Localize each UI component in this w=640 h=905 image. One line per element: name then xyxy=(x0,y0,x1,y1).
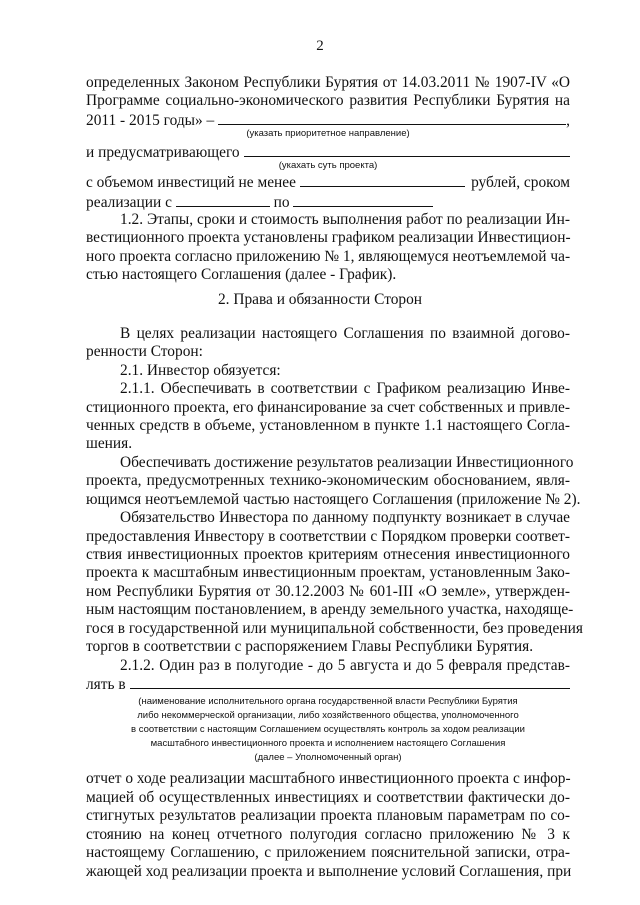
intro-line-5 xyxy=(86,173,570,192)
para-1-2-line: 1.2. Этапы, сроки и стоимость выполнения работ по реализации Ин- xyxy=(120,211,570,228)
para-1-2-line: вестиционного проекта установлены графиком реализации Инвестицион- xyxy=(86,229,571,246)
para-obligation-line: проекта к масштабным инвестиционным проектам, установленным Зако- xyxy=(86,564,570,581)
caption-essence: (укахать суть проекта) xyxy=(278,160,378,171)
para-results-line: ющимся неотъемлемой частью настоящего Соглашения (приложение № 2). xyxy=(86,491,581,508)
para-1-2-line: ного проекта согласно приложению № 1, являющемуся неотъемлемой ча- xyxy=(86,248,571,265)
para-report-line: жающей ход реализации проекта и выполнение условий Соглашения, при xyxy=(86,863,572,880)
authority-note-line: в соответствии с настоящим Соглашением осуществлять контроль за ходом реализации xyxy=(131,724,525,735)
intro-line-6 xyxy=(86,192,570,212)
intro-line-5-suffix: рублей, сроком xyxy=(471,174,570,191)
para-2-1-1-line: стиционного проекта, его финансирование за счет собственных и привле- xyxy=(86,399,570,416)
intro-line-6-mid: по xyxy=(273,194,290,211)
para-report-line: настоящему Соглашению, с приложением пояснительной записки, отра- xyxy=(86,844,570,861)
authority-note-line: либо некоммерческой организации, либо хозяйственного общества, уполномоченного xyxy=(137,710,519,721)
end-date-blank xyxy=(293,192,433,207)
caption-priority: (указать приоритетное направление) xyxy=(246,128,410,139)
para-goals-line: ренности Сторон: xyxy=(86,343,203,360)
start-date-blank xyxy=(176,192,270,207)
para-1-2-line: стью настоящего Соглашения (далее - График). xyxy=(86,266,397,283)
para-2-1-2-line-2 xyxy=(86,675,570,694)
para-obligation-line: торгов в соответствии с распоряжением Главы Республики Бурятия. xyxy=(86,638,534,655)
para-obligation-line: предоставления Инвестору в соответствии с Порядком проверки соответ- xyxy=(86,528,570,545)
intro-line-2: Программе социально-экономического развития Республики Бурятия на xyxy=(86,92,570,109)
authority-note-line: (далее – Уполномоченный орган) xyxy=(254,752,402,763)
intro-line-6-prefix: реализации с xyxy=(86,194,172,211)
para-2-1: 2.1. Инвестор обязуется: xyxy=(120,362,281,379)
para-report-line: отчет о ходе реализации масштабного инвестиционного проекта с инфор- xyxy=(86,770,571,787)
authority-blank xyxy=(130,675,570,689)
para-obligation-line: гося в государственной или муниципальной собственности, без проведения xyxy=(86,620,583,637)
authority-note-line: масштабного инвестиционного проекта и исполнением настоящего Соглашения xyxy=(150,738,506,749)
intro-line-4-text: и предусматривающего xyxy=(86,144,240,161)
priority-blank xyxy=(218,111,566,125)
intro-line-3: 2011 - 2015 годы» – , xyxy=(86,112,570,129)
para-results-line: проекта, предусмотренных технико-экономическим обоснованием, явля- xyxy=(86,472,570,489)
para-report-line: стигнутых результатов реализации проекта плановым параметрам по со- xyxy=(86,807,570,824)
page-number: 2 xyxy=(316,38,324,54)
investment-amount-blank xyxy=(300,173,465,187)
para-report-line: мацией об осуществленных инвестициях и соответствии фактически до- xyxy=(86,789,570,806)
para-results-line: Обеспечивать достижение результатов реализации Инвестиционного xyxy=(120,454,574,471)
para-2-1-2-prefix: лять в xyxy=(86,676,126,693)
intro-line-1: определенных Законом Республики Бурятия от 14.03.2011 № 1907-IV «О xyxy=(86,74,570,91)
para-2-1-2-line: 2.1.2. Один раз в полугодие - до 5 августа и до 5 февраля представ- xyxy=(120,657,570,674)
intro-line-3-text: 2011 - 2015 годы» – xyxy=(86,112,215,129)
essence-blank xyxy=(244,143,570,157)
para-2-1-1-line: 2.1.1. Обеспечивать в соответствии с Графиком реализацию Инве- xyxy=(120,380,570,397)
authority-note-line: (наименование исполнительного органа государственной власти Республики Бурятия xyxy=(138,696,518,707)
para-obligation-line: ным настоящим постановлением, в аренду земельного участка, находяще- xyxy=(86,601,574,618)
para-2-1-1-line: ченных средств в объеме, установленном в пункте 1.1 настоящего Согла- xyxy=(86,417,570,434)
para-report-line: стоянию на конец отчетного полугодия согласно приложению № 3 к xyxy=(86,826,570,843)
para-obligation-line: Обязательство Инвестора по данному подпункту возникает в случае xyxy=(120,509,570,526)
section-heading: 2. Права и обязанности Сторон xyxy=(217,291,423,308)
para-obligation-line: ном Республики Бурятия от 30.12.2003 № 601-III «О земле», утвержден- xyxy=(86,583,570,600)
para-obligation-line: ствия инвестиционных проектов критериям отнесения инвестиционного xyxy=(86,546,570,563)
para-2-1-1-line: шения. xyxy=(86,435,133,452)
intro-line-5-prefix: с объемом инвестиций не менее xyxy=(86,174,296,191)
para-goals-line: В целях реализации настоящего Соглашения по взаимной догово- xyxy=(120,325,570,342)
